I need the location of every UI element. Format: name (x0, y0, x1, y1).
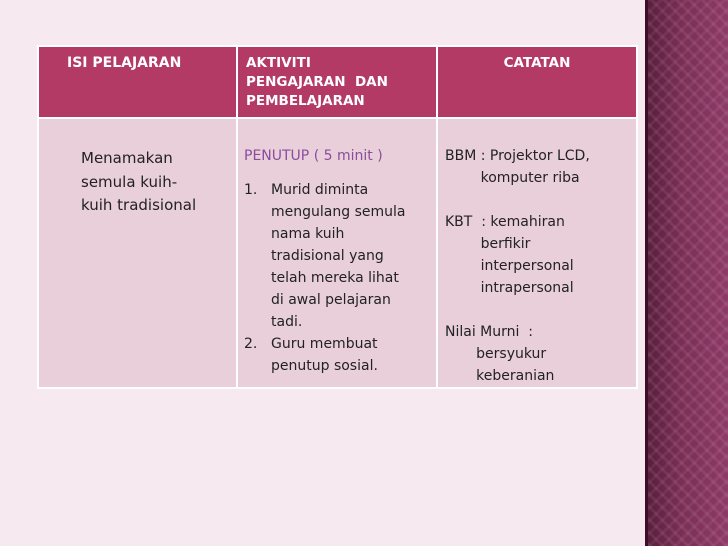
header-aktiviti-line: AKTIVITI (246, 55, 311, 71)
header-aktiviti-line: PENGAJARAN DAN (246, 74, 388, 90)
kbt-line: interpersonal (445, 258, 574, 274)
step-line: tadi. (271, 314, 303, 330)
cell-isi-pelajaran (38, 118, 237, 388)
penutup-heading: PENUTUP ( 5 minit ) (244, 148, 383, 164)
lesson-plan-table (37, 45, 638, 389)
kbt-line: intrapersonal (445, 280, 574, 296)
cell-catatan (437, 118, 637, 388)
step-line: Guru membuat (271, 336, 378, 352)
header-catatan: CATATAN (437, 46, 637, 118)
nilai-line: Nilai Murni : (445, 324, 534, 340)
isi-line: kuih tradisional (81, 196, 197, 214)
isi-line: Menamakan (81, 149, 173, 167)
step-item (244, 333, 428, 377)
table-row (38, 118, 637, 388)
step-line: di awal pelajaran (271, 292, 391, 308)
step-line: mengulang semula (271, 204, 406, 220)
spacer (445, 299, 632, 321)
header-aktiviti-line: PEMBELAJARAN (246, 93, 365, 109)
spacer (445, 189, 632, 211)
cell-aktiviti (237, 118, 437, 388)
step-number: 1. (244, 182, 258, 198)
step-number: 2. (244, 336, 258, 352)
step-line: Murid diminta (271, 182, 369, 198)
nilai-line: keberanian (445, 368, 555, 384)
header-aktiviti (237, 46, 437, 118)
steps-list (244, 179, 428, 377)
table-header-row (38, 46, 637, 118)
step-line: telah mereka lihat (271, 270, 399, 286)
step-line: nama kuih (271, 226, 345, 242)
bbm-line: komputer riba (445, 170, 580, 186)
kbt-line: berfikir (445, 236, 531, 252)
decorative-side-band (648, 0, 728, 546)
step-line: penutup sosial. (271, 358, 378, 374)
step-item (244, 179, 428, 333)
bbm-line: BBM : Projektor LCD, (445, 148, 590, 164)
step-line: tradisional yang (271, 248, 384, 264)
isi-line: semula kuih- (81, 172, 178, 191)
kbt-line: KBT : kemahiran (445, 214, 565, 230)
header-isi-pelajaran: ISI PELAJARAN (38, 46, 237, 118)
nilai-line: bersyukur (445, 346, 547, 362)
